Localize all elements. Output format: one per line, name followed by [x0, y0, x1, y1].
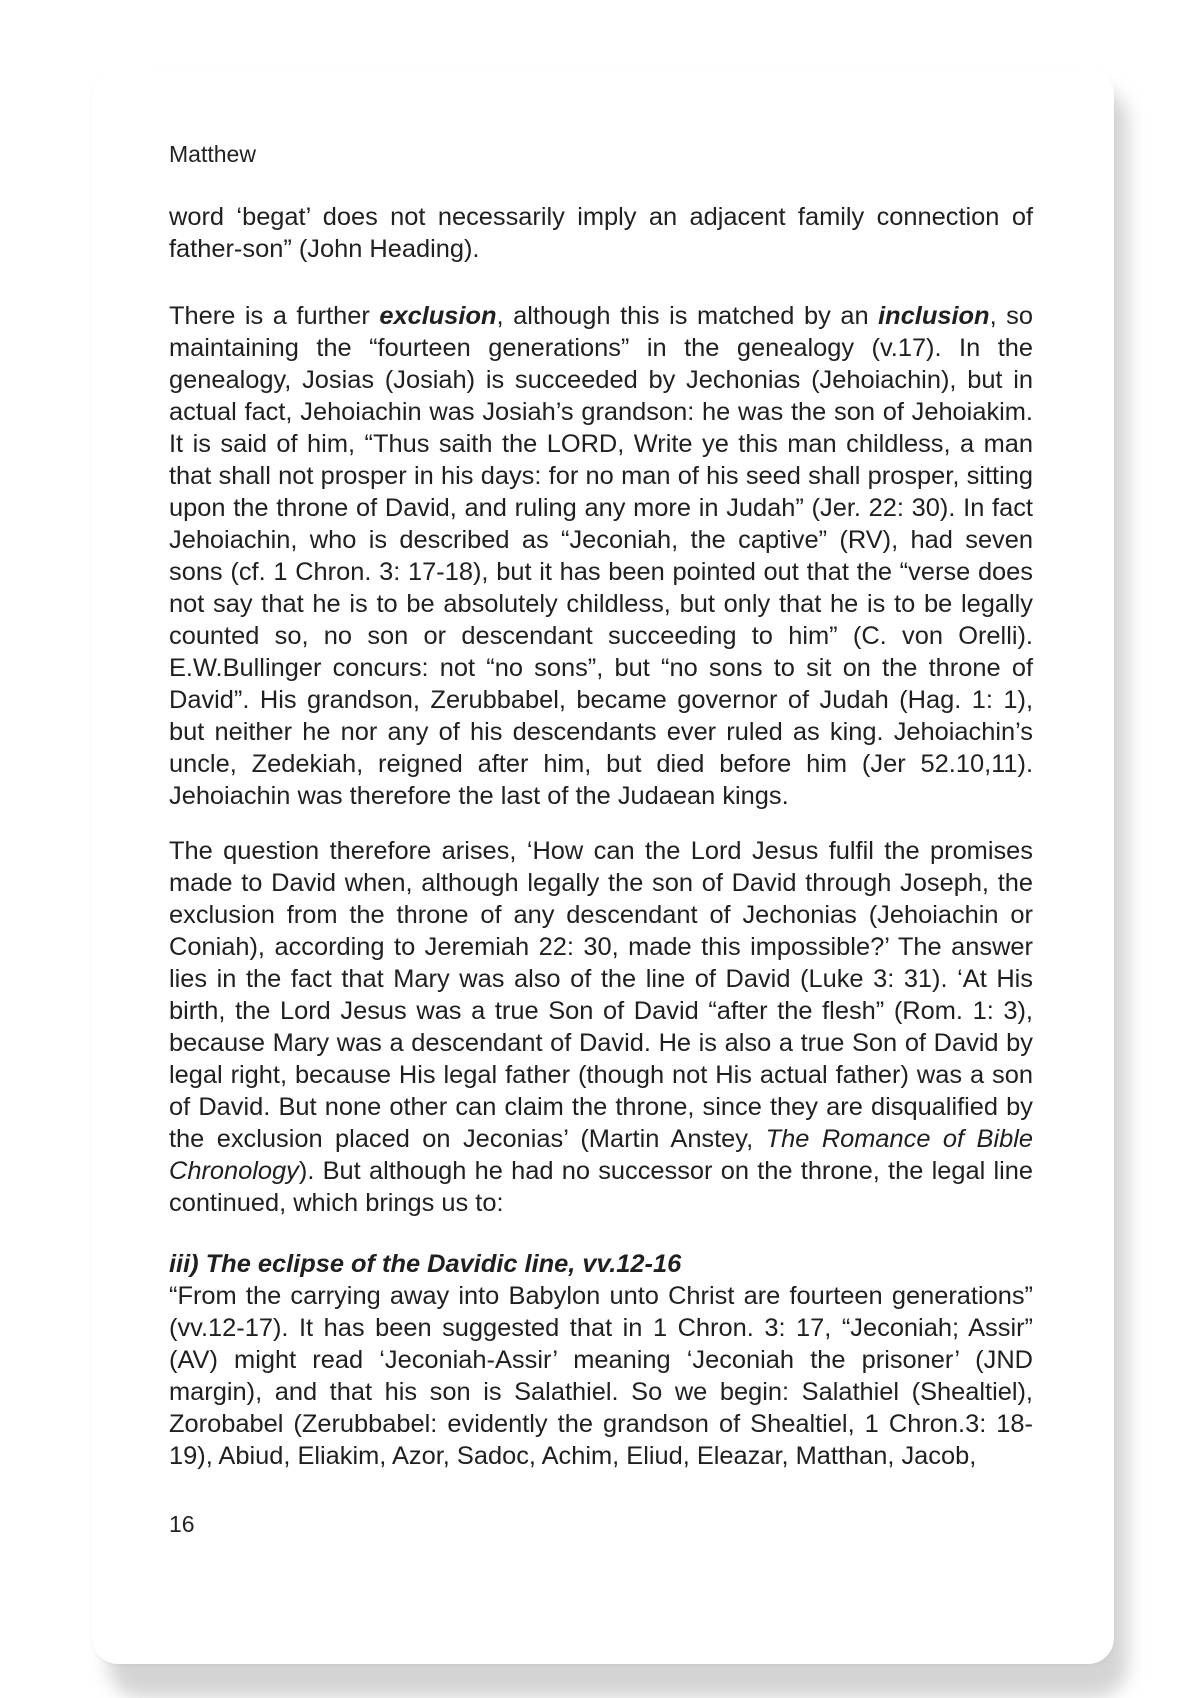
book-title-citation: The Romance of Bible Chronology — [169, 1125, 1034, 1185]
section-heading: iii) The eclipse of the Davidic line, vv.12-16 — [169, 1250, 682, 1278]
paragraph-3 — [169, 835, 1033, 1219]
paragraph-2-text-c: , although this is matched by an — [496, 302, 879, 330]
paragraph-2-text-a: There is a further — [169, 302, 380, 330]
book-page — [92, 68, 1114, 1664]
emphasis-inclusion: inclusion — [878, 302, 990, 330]
section-davidic-line — [169, 1248, 1033, 1472]
page-number: 16 — [169, 1511, 195, 1537]
paragraph-3-text-a: The question therefore arises, ‘How can the Lord Jesus fulfil the promises made to David when, although legally the son of David through Joseph, the exclusion from the throne of any descendant of Jechonias (Jehoiachin or Coniah), according to Jeremiah 22: 30, made this impossible?’ The answer lies in the fact that Mary was also of the line of David (Luke 3: 31). ‘At His birth, the Lord Jesus was a true Son of David “after the flesh” (Rom. 1: 3), because Mary was a descendant of David. He is also a true Son of David by legal right, because His legal father (though not His actual father) was a son of David. But none other can claim the throne, since they are disqualified by the exclusion placed on Jeconias’ (Martin Anstey, — [169, 837, 1033, 1153]
paragraph-3-text-c: ). But although he had no successor on the throne, the legal line continued, which brings us to: — [169, 1157, 1033, 1217]
paragraph-1: word ‘begat’ does not necessarily imply an adjacent family connection of father-son” (John Heading). — [169, 203, 1033, 263]
section-body: “From the carrying away into Babylon unto Christ are fourteen generations” (vv.12-17). It has been suggested that in 1 Chron. 3: 17, “Jeconiah; Assir” (AV) might read ‘Jeconiah-Assir’ meaning ‘Jeconiah the prisoner’ (JND margin), and that his son is Salathiel. So we begin: Salathiel (Shealtiel), Zorobabel (Zerubbabel: evidently the grandson of Shealtiel, 1 Chron.3: 18-19), Abiud, Eliakim, Azor, Sadoc, Achim, Eliud, Eleazar, Matthan, Jacob, — [169, 1282, 1033, 1470]
paragraph-2-text-e: , so maintaining the “fourteen generations” in the genealogy (v.17). In the genealogy, Josias (Josiah) is succeeded by Jechonias (Jehoiachin), but in actual fact, Jehoiachin was Josiah’s grandson: he was the son of Jehoiakim. It is said of him, “Thus saith the LORD, Write ye this man childless, a man that shall not prosper in his days: for no man of his seed shall prosper, sitting upon the throne of David, and ruling any more in Judah” (Jer. 22: 30). In fact Jehoiachin, who is described as “Jeconiah, the captive” (RV), had seven sons (cf. 1 Chron. 3: 17-18), but it has been pointed out that the “verse does not say that he is to be absolutely childless, but only that he is to be legally counted so, no son or descendant succeeding to him” (C. von Orelli). E.W.Bullinger concurs: not “no sons”, but “no sons to sit on the throne of David”. His grandson, Zerubbabel, became governor of Judah (Hag. 1: 1), but neither he nor any of his descendants ever ruled as king. Jehoiachin’s uncle, Zedekiah, reigned after him, but died before him (Jer 52.10,11). Jehoiachin was therefore the last of the Judaean kings. — [169, 302, 1033, 810]
emphasis-exclusion: exclusion — [379, 302, 497, 330]
running-head: Matthew — [169, 141, 256, 167]
paragraph-2 — [169, 300, 1033, 812]
